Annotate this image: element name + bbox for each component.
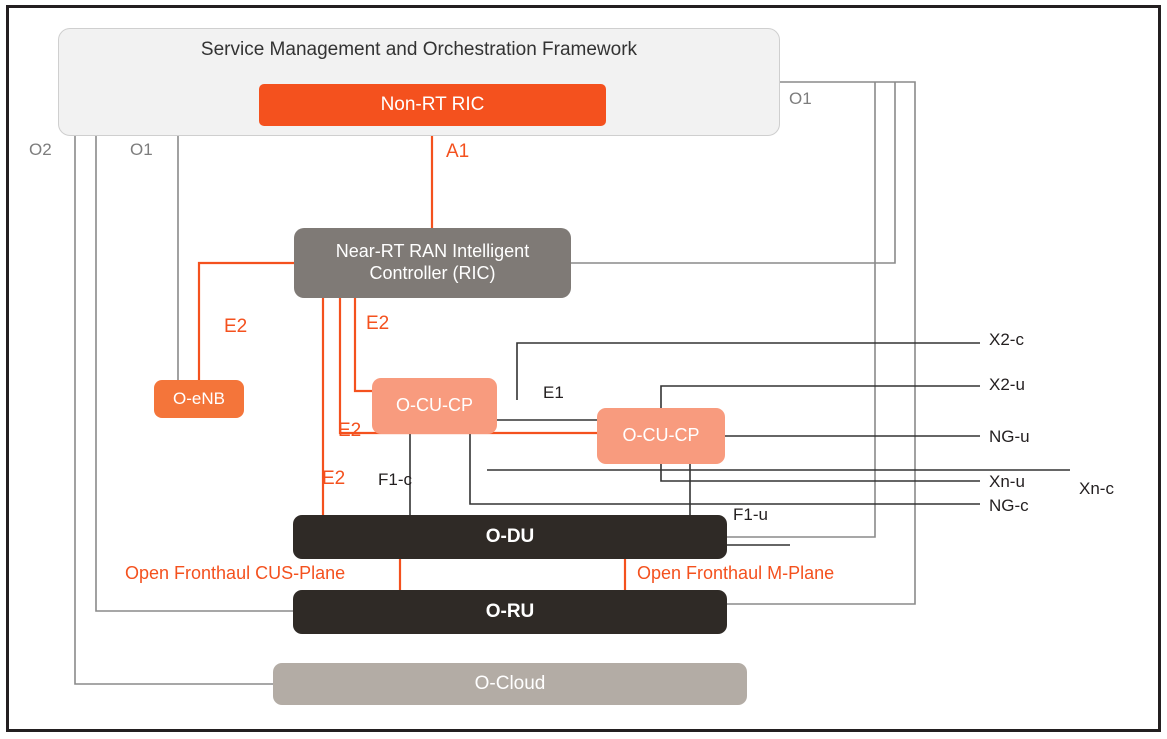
label-f1-c: F1-c [378,470,412,489]
label-ng-u: NG-u [989,427,1030,446]
label-o1-right: O1 [789,89,812,108]
node-near-rt-ric-label: Near-RT RAN Intelligent Controller (RIC) [335,241,530,283]
node-o-cu-cp-2-label: O-CU-CP [622,425,700,446]
node-smo-label: Service Management and Orchestration Framework [200,39,638,60]
node-o-du[interactable] [293,515,727,559]
label-e2-cucp2: E2 [338,420,362,441]
label-e2-odu: E2 [322,468,346,489]
label-ng-c: NG-c [989,496,1029,515]
node-o-ru[interactable] [293,590,727,634]
label-f1-u: F1-u [733,505,768,524]
label-open-fronthaul-cus-plane: Open Fronthaul CUS-Plane [125,563,346,583]
node-o-cu-cp-1-label: O-CU-CP [396,395,473,416]
node-o-enb[interactable] [154,380,244,418]
label-xn-c: Xn-c [1079,479,1114,498]
label-open-fronthaul-m-plane: Open Fronthaul M-Plane [637,563,835,583]
label-o2-left: O2 [29,140,52,159]
label-x2-c: X2-c [989,330,1024,349]
label-e2-cucp1: E2 [366,313,390,334]
label-x2-u: X2-u [989,375,1025,394]
node-o-cu-cp-1[interactable] [372,378,497,434]
label-e2-oenb: E2 [224,316,248,337]
node-o-cu-cp-2[interactable] [597,408,725,464]
node-non-rt-ric[interactable] [259,84,606,126]
label-a1: A1 [446,141,470,162]
node-near-rt-ric[interactable] [294,228,571,298]
node-o-du-label: O-DU [485,525,535,547]
node-o-cloud-label: O-Cloud [474,672,546,694]
node-o-enb-label: O-eNB [173,388,225,408]
node-non-rt-ric-label: Non-RT RIC [380,93,485,115]
node-o-cloud[interactable] [273,663,747,705]
label-e1: E1 [543,383,564,402]
label-xn-u: Xn-u [989,472,1025,491]
node-o-ru-label: O-RU [485,600,535,622]
label-o1-left: O1 [130,140,153,159]
